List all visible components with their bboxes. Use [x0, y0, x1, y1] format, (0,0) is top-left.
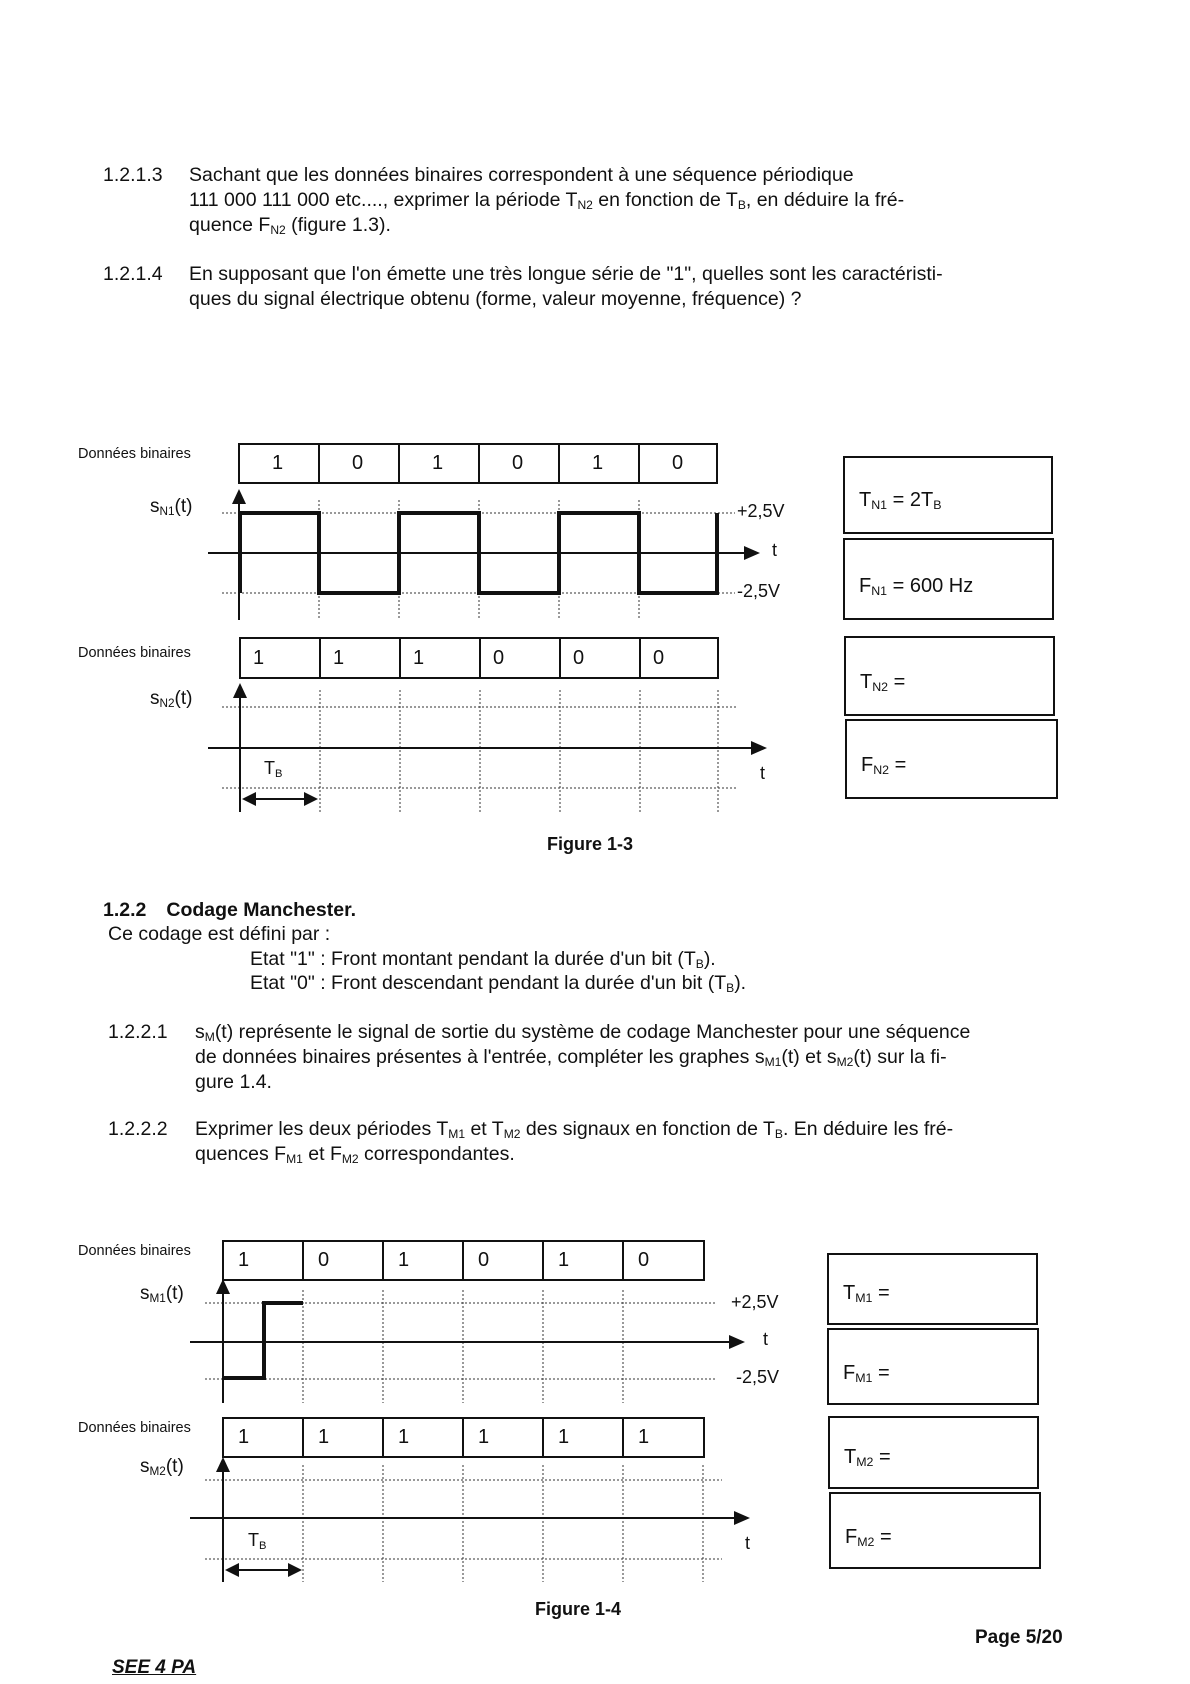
bit-cell: 0	[638, 1249, 650, 1271]
bit-cell: 1	[253, 647, 265, 669]
bit-cell: 1	[558, 1249, 570, 1271]
bit-cell: 1	[238, 1249, 250, 1271]
question-line: Exprimer les deux périodes $T_{M1}$ et $T_{M2}$ des signaux en fonction de $T_B$. En déduire les fré-	[195, 1118, 954, 1142]
bit-cell: 1	[413, 647, 425, 669]
page-number: Page 5/20	[975, 1627, 1063, 1648]
signal-label-sm1: $s_{M1}(t)$	[140, 1283, 184, 1305]
figure-caption: Figure 1-4	[535, 1599, 622, 1619]
data-label: Données binaires	[78, 1420, 191, 1436]
answer-box-tn2[interactable]: $T_{N2}$ =	[844, 636, 1055, 716]
question-line: de données binaires présentes à l'entrée, compléter les graphes $s_{M1}(t)$ et $s_{M2}(t)$ sur la fi-	[195, 1046, 947, 1070]
time-axis-label: t	[760, 763, 766, 783]
question-line: quence $F_{N2}$ (figure 1.3).	[189, 214, 391, 238]
bit-cell: 1	[333, 647, 345, 669]
bit-cell: 1	[272, 452, 284, 474]
signal-label-sn1: $s_{N1}(t)$	[150, 496, 193, 518]
question-number: 1.2.1.4	[103, 263, 163, 285]
bit-cell: 0	[672, 452, 684, 474]
bit-cell: 1	[432, 452, 444, 474]
question-number: 1.2.2.2	[108, 1118, 168, 1140]
tb-label: $T_B$	[248, 1530, 267, 1552]
bit-cell: 1	[638, 1426, 650, 1448]
question-line: En supposant que l'on émette une très longue série de "1", quelles sont les caractéristi-	[189, 263, 943, 285]
signal-label-sn2: $s_{N2}(t)$	[150, 688, 193, 710]
section-intro: Ce codage est défini par :	[108, 923, 331, 945]
tb-label: $T_B$	[264, 758, 283, 780]
bit-cell: 1	[592, 452, 604, 474]
bit-cell: 1	[398, 1249, 410, 1271]
question-number: 1.2.1.3	[103, 164, 163, 186]
bit-cell: 0	[352, 452, 364, 474]
question-line: $s_M(t)$ représente le signal de sortie du système de codage Manchester pour une séquence	[195, 1021, 971, 1045]
bit-cell: 0	[573, 647, 585, 669]
question-line: 111 000 111 000 etc...., exprimer la période $T_{N2}$ en fonction de $T_B$, en déduire la fré-	[189, 189, 905, 213]
section-heading: 1.2.2 Codage Manchester.	[103, 899, 357, 921]
question-line: Sachant que les données binaires correspondent à une séquence périodique	[189, 164, 854, 186]
bit-cell: 0	[512, 452, 524, 474]
answer-box-tm1[interactable]: $T_{M1}$ =	[827, 1253, 1038, 1325]
definition-state-1: Etat "1" : Front montant pendant la durée d'un bit $(T_B)$.	[250, 948, 716, 972]
voltage-minus-label: -2,5V	[737, 581, 781, 601]
bit-cell: 0	[478, 1249, 490, 1271]
data-label: Données binaires	[78, 1243, 191, 1259]
bit-cell: 0	[653, 647, 665, 669]
answer-box-fm1[interactable]: $F_{M1}$ =	[827, 1328, 1039, 1405]
question-line: ques du signal électrique obtenu (forme, valeur moyenne, fréquence) ?	[189, 288, 802, 310]
voltage-minus-label: -2,5V	[736, 1367, 780, 1387]
bit-cell: 1	[238, 1426, 250, 1448]
data-label: Données binaires	[78, 645, 191, 661]
voltage-plus-label: +2,5V	[737, 501, 785, 521]
signal-label-sm2: $s_{M2}(t)$	[140, 1456, 184, 1478]
answer-box-tm2[interactable]: $T_{M2}$ =	[828, 1416, 1039, 1489]
voltage-plus-label: +2,5V	[731, 1292, 779, 1312]
bit-cell: 1	[558, 1426, 570, 1448]
figure-caption: Figure 1-3	[547, 834, 634, 854]
answer-box-fn2[interactable]: $F_{N2}$ =	[845, 719, 1058, 799]
answer-box-fn1[interactable]: $F_{N1} = 600$ Hz	[843, 538, 1054, 620]
time-axis-label: t	[763, 1329, 769, 1349]
time-axis-label: t	[772, 540, 778, 560]
document-code: SEE 4 PA	[112, 1657, 197, 1678]
question-line: gure 1.4.	[195, 1071, 272, 1093]
bit-cell: 1	[398, 1426, 410, 1448]
time-axis-label: t	[745, 1533, 751, 1553]
definition-state-0: Etat "0" : Front descendant pendant la durée d'un bit $(T_B)$.	[250, 972, 747, 996]
bit-cell: 1	[318, 1426, 330, 1448]
bit-cell: 0	[493, 647, 505, 669]
question-line: quences $F_{M1}$ et $F_{M2}$ correspondantes.	[195, 1143, 515, 1167]
data-label: Données binaires	[78, 446, 191, 462]
answer-box-tn1[interactable]: $T_{N1} = 2T_B$	[843, 456, 1053, 534]
bit-cell: 1	[478, 1426, 490, 1448]
bit-cell: 0	[318, 1249, 330, 1271]
answer-box-fm2[interactable]: $F_{M2}$ =	[829, 1492, 1041, 1569]
question-number: 1.2.2.1	[108, 1021, 168, 1043]
